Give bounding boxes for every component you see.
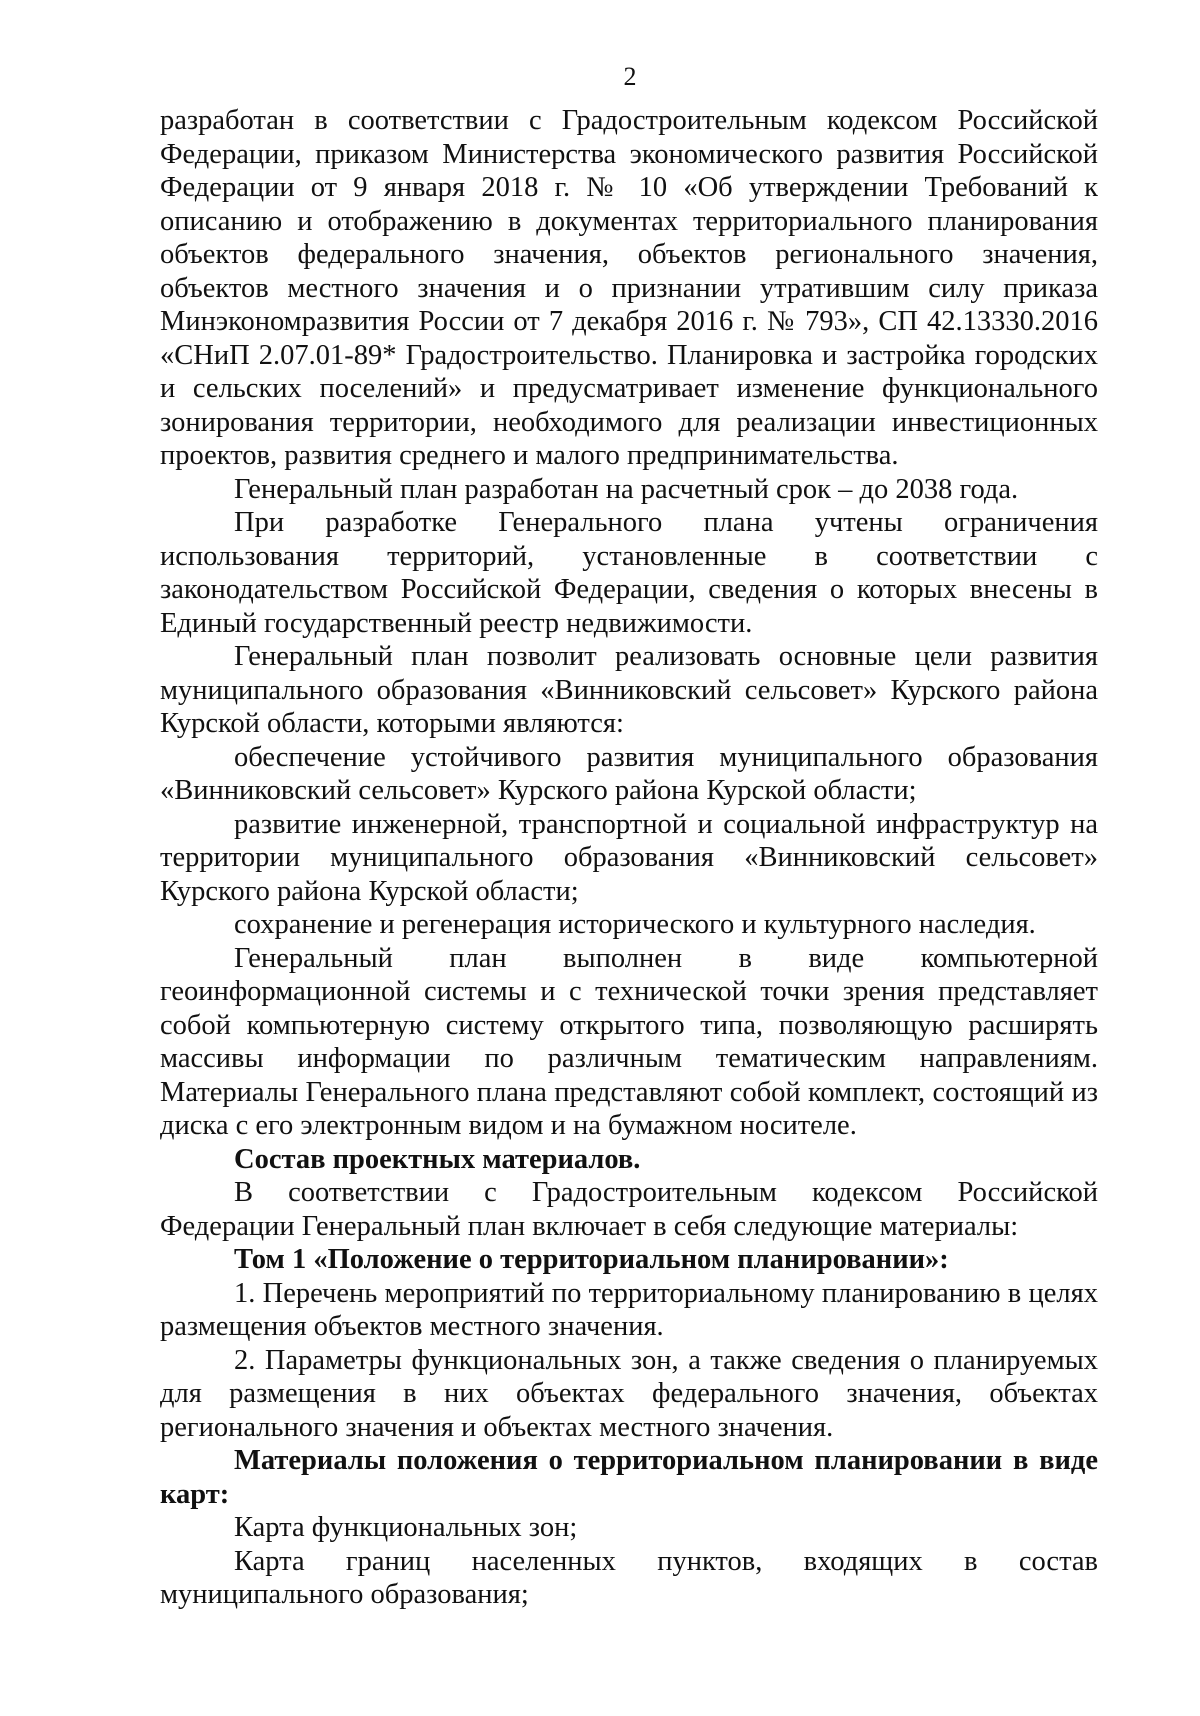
paragraph-gis-system: Генеральный план выполнен в виде компьютерной геоинформационной системы и с технической точки зрения представляет собой компьютерную систему открытого типа, позволяющую расширять массивы информации по различным тематическим направлениям. Материалы Генерального плана представляют собой комплект, состоящий из диска с его электронным видом и на бумажном носителе. <box>160 942 1098 1141</box>
paragraph-goal-heritage: сохранение и регенерация исторического и культурного наследия. <box>234 909 1036 940</box>
paragraph-planning-period: Генеральный план разработан на расчетный срок – до 2038 года. <box>234 473 1019 505</box>
heading-map-materials: Материалы положения о территориальном планировании в виде карт: <box>160 1445 1098 1510</box>
list-item-2: 2. Параметры функциональных зон, а также сведения о планируемых для размещения в них объектах федерального значения, объектах регионального значения и объектах местного значения. <box>160 1344 1098 1443</box>
heading-project-materials: Состав проектных материалов. <box>234 1143 641 1175</box>
paragraph-goals-intro: Генеральный план позволит реализовать основные цели развития муниципального образования «Винниковский сельсовет» Курского района Курской области, которыми являются: <box>160 641 1098 739</box>
map-item-settlement-boundaries: Карта границ населенных пунктов, входящих в состав муниципального образования; <box>160 1545 1098 1610</box>
paragraph-goal-infrastructure: развитие инженерной, транспортной и социальной инфраструктур на территории муниципального образования «Винниковский сельсовет» Курского района Курской области; <box>160 808 1098 907</box>
document-body <box>160 104 1098 1612</box>
page-number: 2 <box>623 62 637 91</box>
map-item-functional-zones: Карта функциональных зон; <box>234 1512 578 1543</box>
heading-volume-1: Том 1 «Положение о территориальном планировании»: <box>234 1244 949 1275</box>
paragraph-legal-basis: разработан в соответствии с Градостроительным кодексом Российской Федерации, приказом Министерства экономического развития Российской Федерации от 9 января 2018 г. № 10 «Об утверждении Требований к описанию и отображению в документах территориального планирования объектов федерального значения, объектов регионального значения, объектов местного значения и о признании утратившим силу приказа Минэкономразвития России от 7 декабря 2016 г. № 793», СП 42.13330.2016 «СНиП 2.07.01-89* Градостроительство. Планировка и застройка городских и сельских поселений» и предусматривает изменение функционального зонирования территории, необходимого для реализации инвестиционных проектов, развития среднего и малого предпринимательства. <box>160 105 1098 471</box>
paragraph-materials-intro: В соответствии с Градостроительным кодексом Российской Федерации Генеральный план включает в себя следующие материалы: <box>160 1177 1098 1242</box>
list-item-1: 1. Перечень мероприятий по территориальному планированию в целях размещения объектов местного значения. <box>160 1277 1098 1342</box>
paragraph-restrictions: При разработке Генерального плана учтены ограничения использования территорий, установленные в соответствии с законодательством Российской Федерации, сведения о которых внесены в Единый государственный реестр недвижимости. <box>160 507 1098 639</box>
paragraph-goal-sustainable-development: обеспечение устойчивого развития муниципального образования «Винниковский сельсовет» Курского района Курской области; <box>160 741 1098 806</box>
